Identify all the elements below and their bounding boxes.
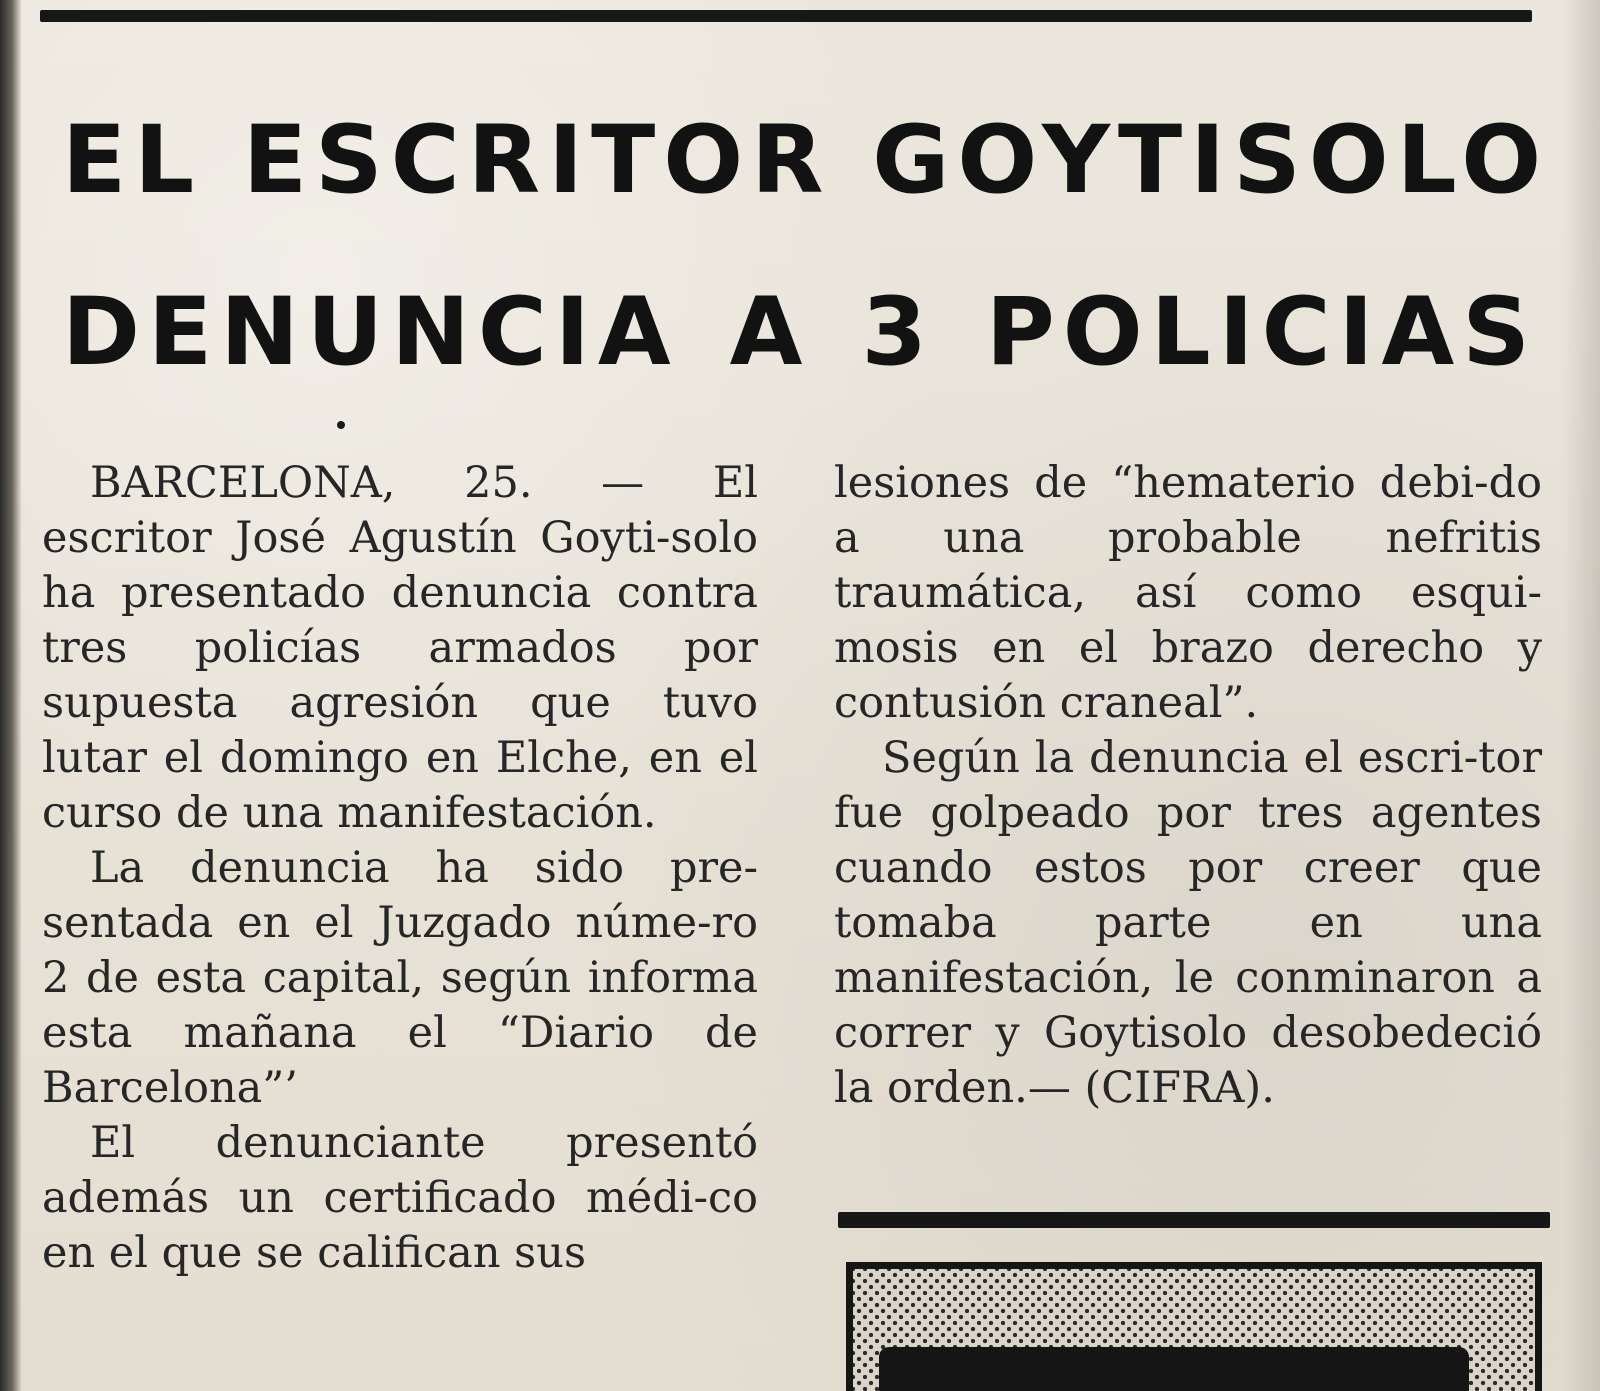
separator-dot xyxy=(337,421,345,429)
right-page-shadow xyxy=(1562,0,1600,1391)
top-rule xyxy=(40,10,1532,22)
bottom-rule xyxy=(838,1212,1550,1228)
left-paragraph-3: El denunciante presentó además un certificado médi-co en el que se califican sus xyxy=(42,1118,758,1278)
article-left-column xyxy=(42,456,758,1281)
left-page-shadow xyxy=(0,0,22,1391)
adjacent-article-box xyxy=(846,1262,1542,1391)
headline-line-2: DENUNCIA A 3 POLICIAS xyxy=(62,278,1538,387)
right-paragraph-2: Según la denuncia el escri-tor fue golpeado por tres agentes cuando estos por creer que tomaba parte en una manifestación, le conminaron a correr y Goytisolo desobedeció la orden.— (CIFRA). xyxy=(834,733,1542,1113)
left-paragraph-2: La denuncia ha sido pre-sentada en el Juzgado núme-ro 2 de esta capital, según informa esta mañana el “Diario de Barcelona”’ xyxy=(42,843,758,1113)
left-paragraph-1: BARCELONA, 25. — El escritor José Agustín Goyti-solo ha presentado denuncia contra tres policías armados por supuesta agresión que tuvo lutar el domingo en Elche, en el curso de una manifestación. xyxy=(42,458,758,838)
headline-line-1: EL ESCRITOR GOYTISOLO xyxy=(62,106,1550,215)
article-right-column xyxy=(834,456,1542,1116)
adjacent-headline-fragment xyxy=(879,1347,1469,1391)
right-paragraph-1: lesiones de “hematerio debi-do a una probable nefritis traumática, así como esqui-mosis en el brazo derecho y contusión craneal”. xyxy=(834,458,1542,728)
